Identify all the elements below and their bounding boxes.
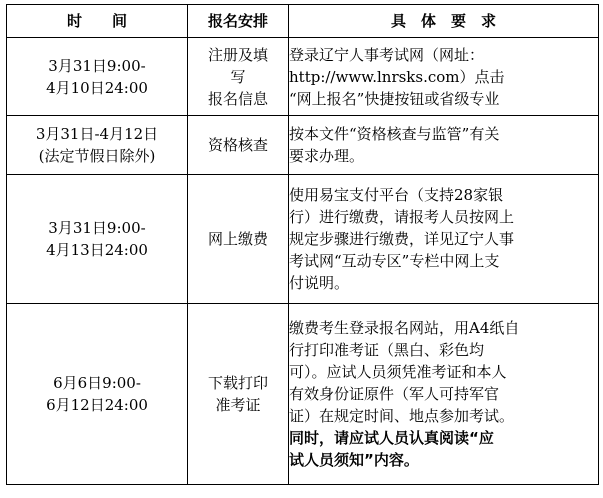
requirement-line: 证）在规定时间、地点参加考试。 [289, 407, 515, 425]
requirement-line: 考试网“互动专区”专栏中网上支 [289, 252, 500, 270]
requirements-cell [289, 116, 599, 175]
step-cell [188, 304, 289, 485]
step-line: 准考证 [215, 396, 261, 414]
requirement-line: 使用易宝支付平台（支持28家银 [289, 186, 504, 204]
table-row [7, 38, 599, 116]
header-step: 报名安排 [188, 5, 289, 38]
step-line: 报名信息 [207, 89, 268, 108]
requirement-notice-line: 试人员须知”内容。 [289, 451, 419, 469]
step-cell [188, 116, 289, 175]
time-cell [7, 175, 188, 304]
table-row [7, 304, 599, 485]
time-line: 3月31日9:00- [48, 56, 146, 75]
time-line: 6月12日24:00 [46, 396, 148, 414]
time-cell [7, 304, 188, 485]
requirements-cell [289, 175, 599, 304]
requirement-line: http://www.lnrsks.com）点击 [289, 67, 505, 86]
requirement-notice-line: 同时，请应试人员认真阅读“应 [289, 429, 494, 447]
requirements-cell [289, 38, 599, 116]
time-line: (法定节假日除外) [38, 147, 156, 165]
time-line: 4月10日24:00 [46, 78, 148, 97]
requirement-line: 缴费考生登录报名网站，用A4纸自 [289, 319, 520, 337]
time-cell [7, 38, 188, 116]
time-line: 6月6日9:00- [53, 374, 141, 392]
requirement-line: 要求办理。 [289, 147, 365, 165]
requirement-line: 有效身份证原件（军人可持军官 [289, 385, 500, 403]
step-line: 下载打印 [207, 374, 268, 392]
step-line: 网上缴费 [207, 230, 268, 248]
requirement-line: 按本文件“资格核查与监管”有关 [289, 125, 500, 143]
requirement-line: 行打印准考证（黑白、彩色均 [289, 341, 485, 359]
requirement-line: 行）进行缴费，请报考人员按网上 [289, 208, 515, 226]
registration-schedule-table [6, 4, 599, 485]
time-line: 4月13日24:00 [46, 241, 148, 259]
time-cell [7, 116, 188, 175]
requirement-line: “网上报名”快捷按钮或省级专业 [289, 89, 500, 108]
step-cell [188, 175, 289, 304]
step-cell [188, 38, 289, 116]
header-time: 时 间 [7, 5, 188, 38]
requirement-line: 登录辽宁人事考试网（网址： [289, 45, 485, 64]
time-line: 3月31日9:00- [48, 219, 146, 237]
table-header-row [7, 5, 599, 38]
requirements-cell [289, 304, 599, 485]
requirement-line: 付说明。 [289, 274, 350, 292]
step-line: 注册及填 [207, 45, 268, 64]
table-row [7, 175, 599, 304]
step-line: 写 [230, 67, 246, 86]
requirement-line: 可）。应试人员须凭准考证和本人 [289, 363, 507, 381]
time-line: 3月31日-4月12日 [35, 125, 159, 143]
requirement-line: 规定步骤进行缴费，详见辽宁人事 [289, 230, 515, 248]
step-line: 资格核查 [207, 136, 268, 154]
header-requirements: 具 体 要 求 [289, 5, 599, 38]
table-row [7, 116, 599, 175]
